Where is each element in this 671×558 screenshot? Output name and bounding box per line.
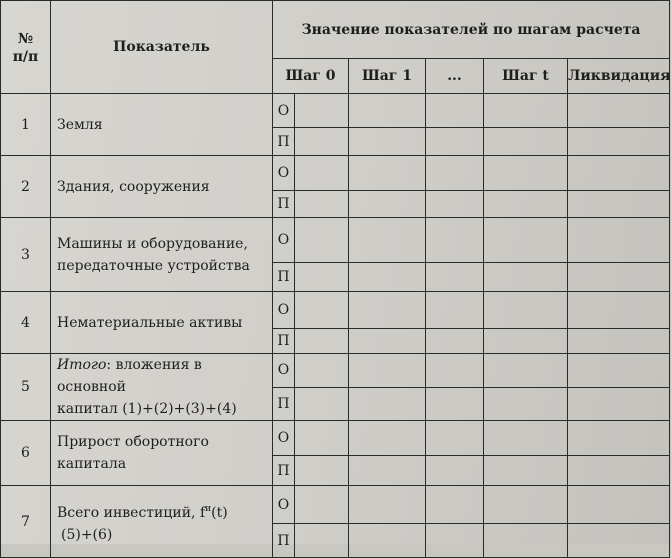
row-7-name-line1 xyxy=(57,498,272,524)
row-4-name: Нематериальные активы xyxy=(51,292,273,354)
row-5-number: 5 xyxy=(1,354,51,421)
row-2-number: 2 xyxy=(1,156,51,218)
header-liquidation: Ликвидация xyxy=(568,59,670,94)
row-1-number: 1 xyxy=(1,94,51,156)
row-6-name-line2: капитала xyxy=(57,456,127,472)
row-7-number: 7 xyxy=(1,486,51,558)
header-step-0: Шаг 0 xyxy=(273,59,349,94)
row-1-p-label: П xyxy=(273,128,295,156)
header-step-ellipsis: ... xyxy=(426,59,484,94)
row-3-name-line2: передаточные устройства xyxy=(57,257,250,274)
row-3-number: 3 xyxy=(1,218,51,292)
row-4-number: 4 xyxy=(1,292,51,354)
row-5-name xyxy=(51,354,273,421)
header-number-abbr: п/п xyxy=(12,49,39,65)
row-7-p-label: П xyxy=(273,524,295,558)
row-3-name-line1: Машины и оборудование, xyxy=(57,235,248,252)
row-5-name-line1 xyxy=(57,354,272,398)
row-6-number: 6 xyxy=(1,421,51,486)
row-6-o-label: О xyxy=(273,421,295,456)
row-6-name xyxy=(51,421,273,486)
row-3-o-label: О xyxy=(273,218,295,263)
row-7-name-arg: (t) xyxy=(211,504,228,521)
row-7-o-label: О xyxy=(273,486,295,524)
row-7-name xyxy=(51,486,273,558)
row-2-p-label: П xyxy=(273,191,295,218)
row-6-p-label: П xyxy=(273,456,295,486)
row-5-p-label: П xyxy=(273,387,295,421)
row-1-name: Земля xyxy=(51,94,273,156)
header-step-1: Шаг 1 xyxy=(349,59,426,94)
row-5-name-rest: : вложения в основной xyxy=(57,357,202,395)
row-1-o-label: О xyxy=(273,94,295,128)
row-2-name: Здания, сооружения xyxy=(51,156,273,218)
header-number xyxy=(1,1,51,94)
row-7-name-superscript: и xyxy=(205,503,212,514)
row-4-o-label: О xyxy=(273,292,295,329)
row-3-p-label: П xyxy=(273,263,295,292)
row-5-name-italic: Итого xyxy=(57,357,107,373)
header-values-title: Значение показателей по шагам расчета xyxy=(273,1,670,59)
row-5-name-line2: капитал (1)+(2)+(3)+(4) xyxy=(57,401,237,417)
row-6-name-line1: Прирост оборотного xyxy=(57,434,209,450)
row-4-p-label: П xyxy=(273,329,295,354)
header-step-t: Шаг t xyxy=(484,59,568,94)
header-indicator: Показатель xyxy=(51,1,273,94)
row-5-o-label: О xyxy=(273,354,295,388)
row-7-name-text: Всего инвестиций, f xyxy=(57,504,206,521)
row-2-o-label: О xyxy=(273,156,295,191)
row-3-name xyxy=(51,218,273,292)
row-7-name-line2: (5)+(6) xyxy=(61,526,113,543)
header-number-symbol: № xyxy=(17,31,34,47)
